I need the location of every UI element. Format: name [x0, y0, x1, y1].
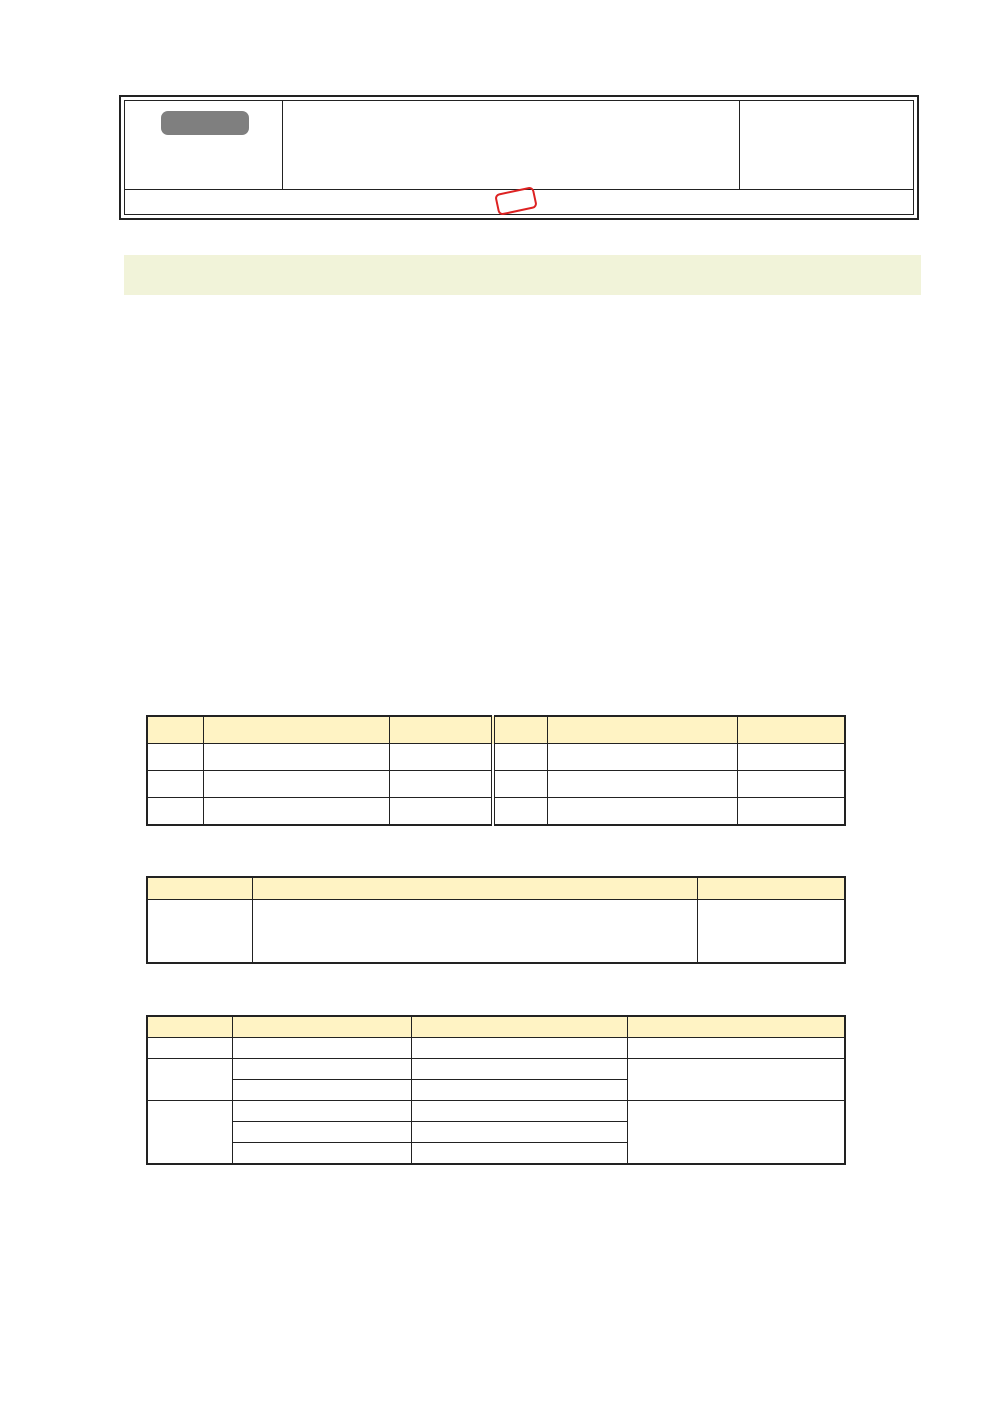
rate-cell [737, 798, 845, 826]
winner-cell [411, 1059, 627, 1080]
newsletter-header [119, 95, 919, 220]
name-cell [204, 771, 389, 798]
column-header [233, 1016, 411, 1038]
column-header [411, 1016, 627, 1038]
table-header-row [147, 1016, 845, 1038]
motto-badge [161, 111, 249, 135]
column-header [493, 716, 548, 744]
table-row [147, 798, 845, 826]
banner-color-bar-top [122, 245, 921, 255]
rate-cell [389, 771, 493, 798]
contact-info [740, 101, 913, 189]
innovation-school-stamp [494, 186, 538, 216]
proposer-cell [697, 900, 845, 964]
forest-name-cell [233, 1038, 411, 1059]
slogan [125, 190, 913, 221]
school-motto [125, 101, 283, 189]
award-table [146, 1015, 846, 1165]
table-row [147, 771, 845, 798]
column-header [737, 716, 845, 744]
forest-name-cell [233, 1101, 411, 1122]
name-cell [548, 798, 737, 826]
name-cell [548, 744, 737, 771]
name-meaning-table [146, 876, 846, 964]
rank-cell [493, 771, 548, 798]
rank-cell [147, 1101, 233, 1165]
winner-cell [411, 1038, 627, 1059]
forest-name-cell [233, 1143, 411, 1165]
rate-cell [737, 771, 845, 798]
name-cell [204, 798, 389, 826]
winner-cell [411, 1122, 627, 1143]
rank-cell [493, 744, 548, 771]
rank-cell [147, 744, 204, 771]
column-header [548, 716, 737, 744]
column-header [204, 716, 389, 744]
table-row [147, 744, 845, 771]
column-header [389, 716, 493, 744]
winner-cell [411, 1080, 627, 1101]
name-cell [204, 744, 389, 771]
column-header [147, 716, 204, 744]
rate-cell [389, 744, 493, 771]
vote-result-table [146, 715, 846, 826]
prize-cell [628, 1059, 845, 1101]
column-header [147, 877, 253, 900]
table-header-row [147, 716, 845, 744]
column-header [628, 1016, 845, 1038]
rate-cell [389, 798, 493, 826]
column-header [697, 877, 845, 900]
rank-cell [493, 798, 548, 826]
table-row [147, 900, 845, 964]
rank-cell [147, 798, 204, 826]
rank-cell [147, 1059, 233, 1101]
name-cell [147, 900, 253, 964]
table-row [147, 1101, 845, 1122]
winner-cell [411, 1143, 627, 1165]
winner-cell [411, 1101, 627, 1122]
prize-cell [628, 1038, 845, 1059]
name-cell [548, 771, 737, 798]
table-row [147, 1038, 845, 1059]
rank-cell [147, 1038, 233, 1059]
rate-cell [737, 744, 845, 771]
table-header-row [147, 877, 845, 900]
column-header [253, 877, 698, 900]
forest-name-cell [233, 1059, 411, 1080]
column-header [147, 1016, 233, 1038]
title-banner [124, 255, 921, 295]
forest-name-cell [233, 1122, 411, 1143]
rank-cell [147, 771, 204, 798]
prize-cell [628, 1101, 845, 1165]
banner-color-bar-bottom [124, 295, 921, 304]
meaning-cell [253, 900, 698, 964]
table-row [147, 1059, 845, 1080]
forest-name-cell [233, 1080, 411, 1101]
